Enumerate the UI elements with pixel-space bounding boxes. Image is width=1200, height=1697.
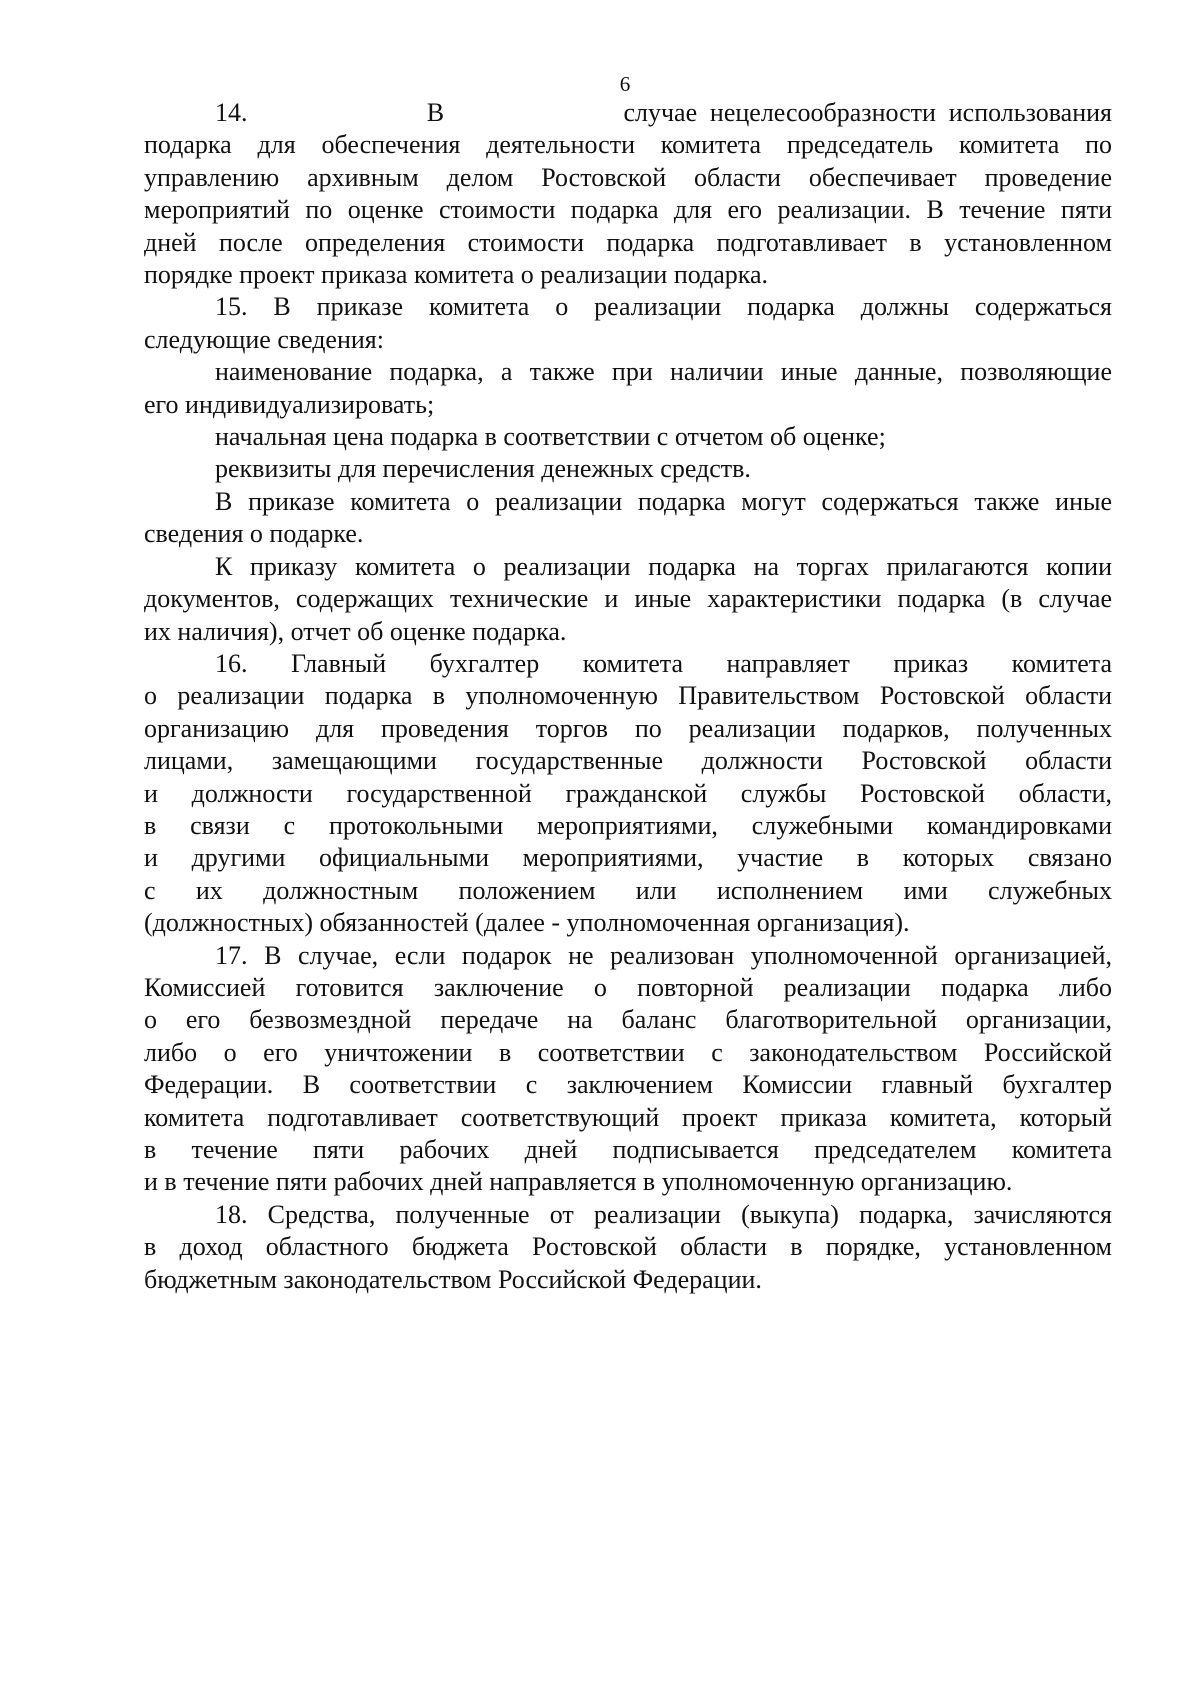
text-line: 15. В приказе комитета о реализации подарка должны содержаться: [215, 292, 1112, 322]
text-line: лицами, замещающими государственные должности Ростовской области: [144, 746, 1112, 776]
text-line: бюджетным законодательством Российской Федерации.: [144, 1264, 762, 1294]
text-line: комитета подготавливает соответствующий проект приказа комитета, который: [144, 1102, 1112, 1132]
paragraph-p18: [144, 1199, 1112, 1296]
paragraph-p15d: [144, 486, 1112, 551]
text-line: в течение пяти рабочих дней подписывается председателем комитета: [144, 1135, 1112, 1164]
text-line: порядке проект приказа комитета о реализации подарка.: [144, 260, 769, 290]
paragraph-p15e: [144, 551, 1112, 648]
text-line: 16. Главный бухгалтер комитета направляет приказ комитета: [215, 648, 1112, 678]
text-line: подарка для обеспечения деятельности комитета председатель комитета по: [144, 130, 1112, 160]
paragraph-p17: [144, 940, 1112, 1199]
text-line: либо о его уничтожении в соответствии с законодательством Российской: [144, 1037, 1112, 1067]
text-line: и должности государственной гражданской службы Ростовской области,: [144, 778, 1112, 808]
text-line: следующие сведения:: [144, 324, 384, 354]
text-line: наименование подарка, а также при наличии иные данные, позволяющие: [215, 357, 1112, 387]
text-line: и другими официальными мероприятиями, участие в которых связано: [144, 843, 1112, 873]
paragraph-p15b: [144, 421, 1112, 453]
paragraph-p15a: [144, 356, 1112, 421]
text-line: Комиссией готовится заключение о повторной реализации подарка либо: [144, 972, 1112, 1002]
paragraph-p14: [144, 97, 1112, 291]
paragraph-p15c: [144, 453, 1112, 485]
text-line: в доход областного бюджета Ростовской области в порядке, установленном: [144, 1232, 1112, 1262]
document-body: [144, 97, 1112, 1296]
text-line: управлению архивным делом Ростовской области обеспечивает проведение: [144, 162, 1112, 192]
text-line: в связи с протокольными мероприятиями, служебными командировками: [144, 810, 1112, 840]
text-line: мероприятий по оценке стоимости подарка для его реализации. В течение пяти: [144, 195, 1112, 225]
paragraph-p16: [144, 648, 1112, 940]
text-line: К приказу комитета о реализации подарка на торгах прилагаются копии: [215, 551, 1112, 581]
text-line: документов, содержащих технические и иные характеристики подарка (в случае: [144, 584, 1112, 614]
text-line: их наличия), отчет об оценке подарка.: [144, 616, 567, 646]
text-line: реквизиты для перечисления денежных средств.: [215, 454, 751, 484]
text-line: о его безвозмездной передаче на баланс благотворительной организации,: [144, 1005, 1112, 1035]
text-line: Федерации. В соответствии с заключением Комиссии главный бухгалтер: [144, 1070, 1112, 1100]
text-line: его индивидуализировать;: [144, 389, 435, 419]
text-line: 17. В случае, если подарок не реализован уполномоченной организацией,: [215, 940, 1112, 970]
text-line: 14. В случае нецелесообразности использования: [215, 98, 1112, 127]
paragraph-p15: [144, 291, 1112, 356]
text-line: и в течение пяти рабочих дней направляется в уполномоченную организацию.: [144, 1167, 1013, 1197]
text-line: дней после определения стоимости подарка подготавливает в установленном: [144, 227, 1112, 257]
text-line: организацию для проведения торгов по реализации подарков, полученных: [144, 713, 1112, 743]
text-line: о реализации подарка в уполномоченную Правительством Ростовской области: [144, 681, 1112, 711]
text-line: сведения о подарке.: [144, 519, 364, 549]
text-line: В приказе комитета о реализации подарка могут содержаться также иные: [215, 486, 1112, 516]
text-line: с их должностным положением или исполнением ими служебных: [144, 875, 1112, 905]
page-number: 6: [619, 72, 631, 96]
text-line: начальная цена подарка в соответствии с отчетом об оценке;: [215, 422, 886, 452]
text-line: 18. Средства, полученные от реализации (выкупа) подарка, зачисляются: [215, 1199, 1112, 1229]
text-line: (должностных) обязанностей (далее - уполномоченная организация).: [144, 908, 910, 938]
